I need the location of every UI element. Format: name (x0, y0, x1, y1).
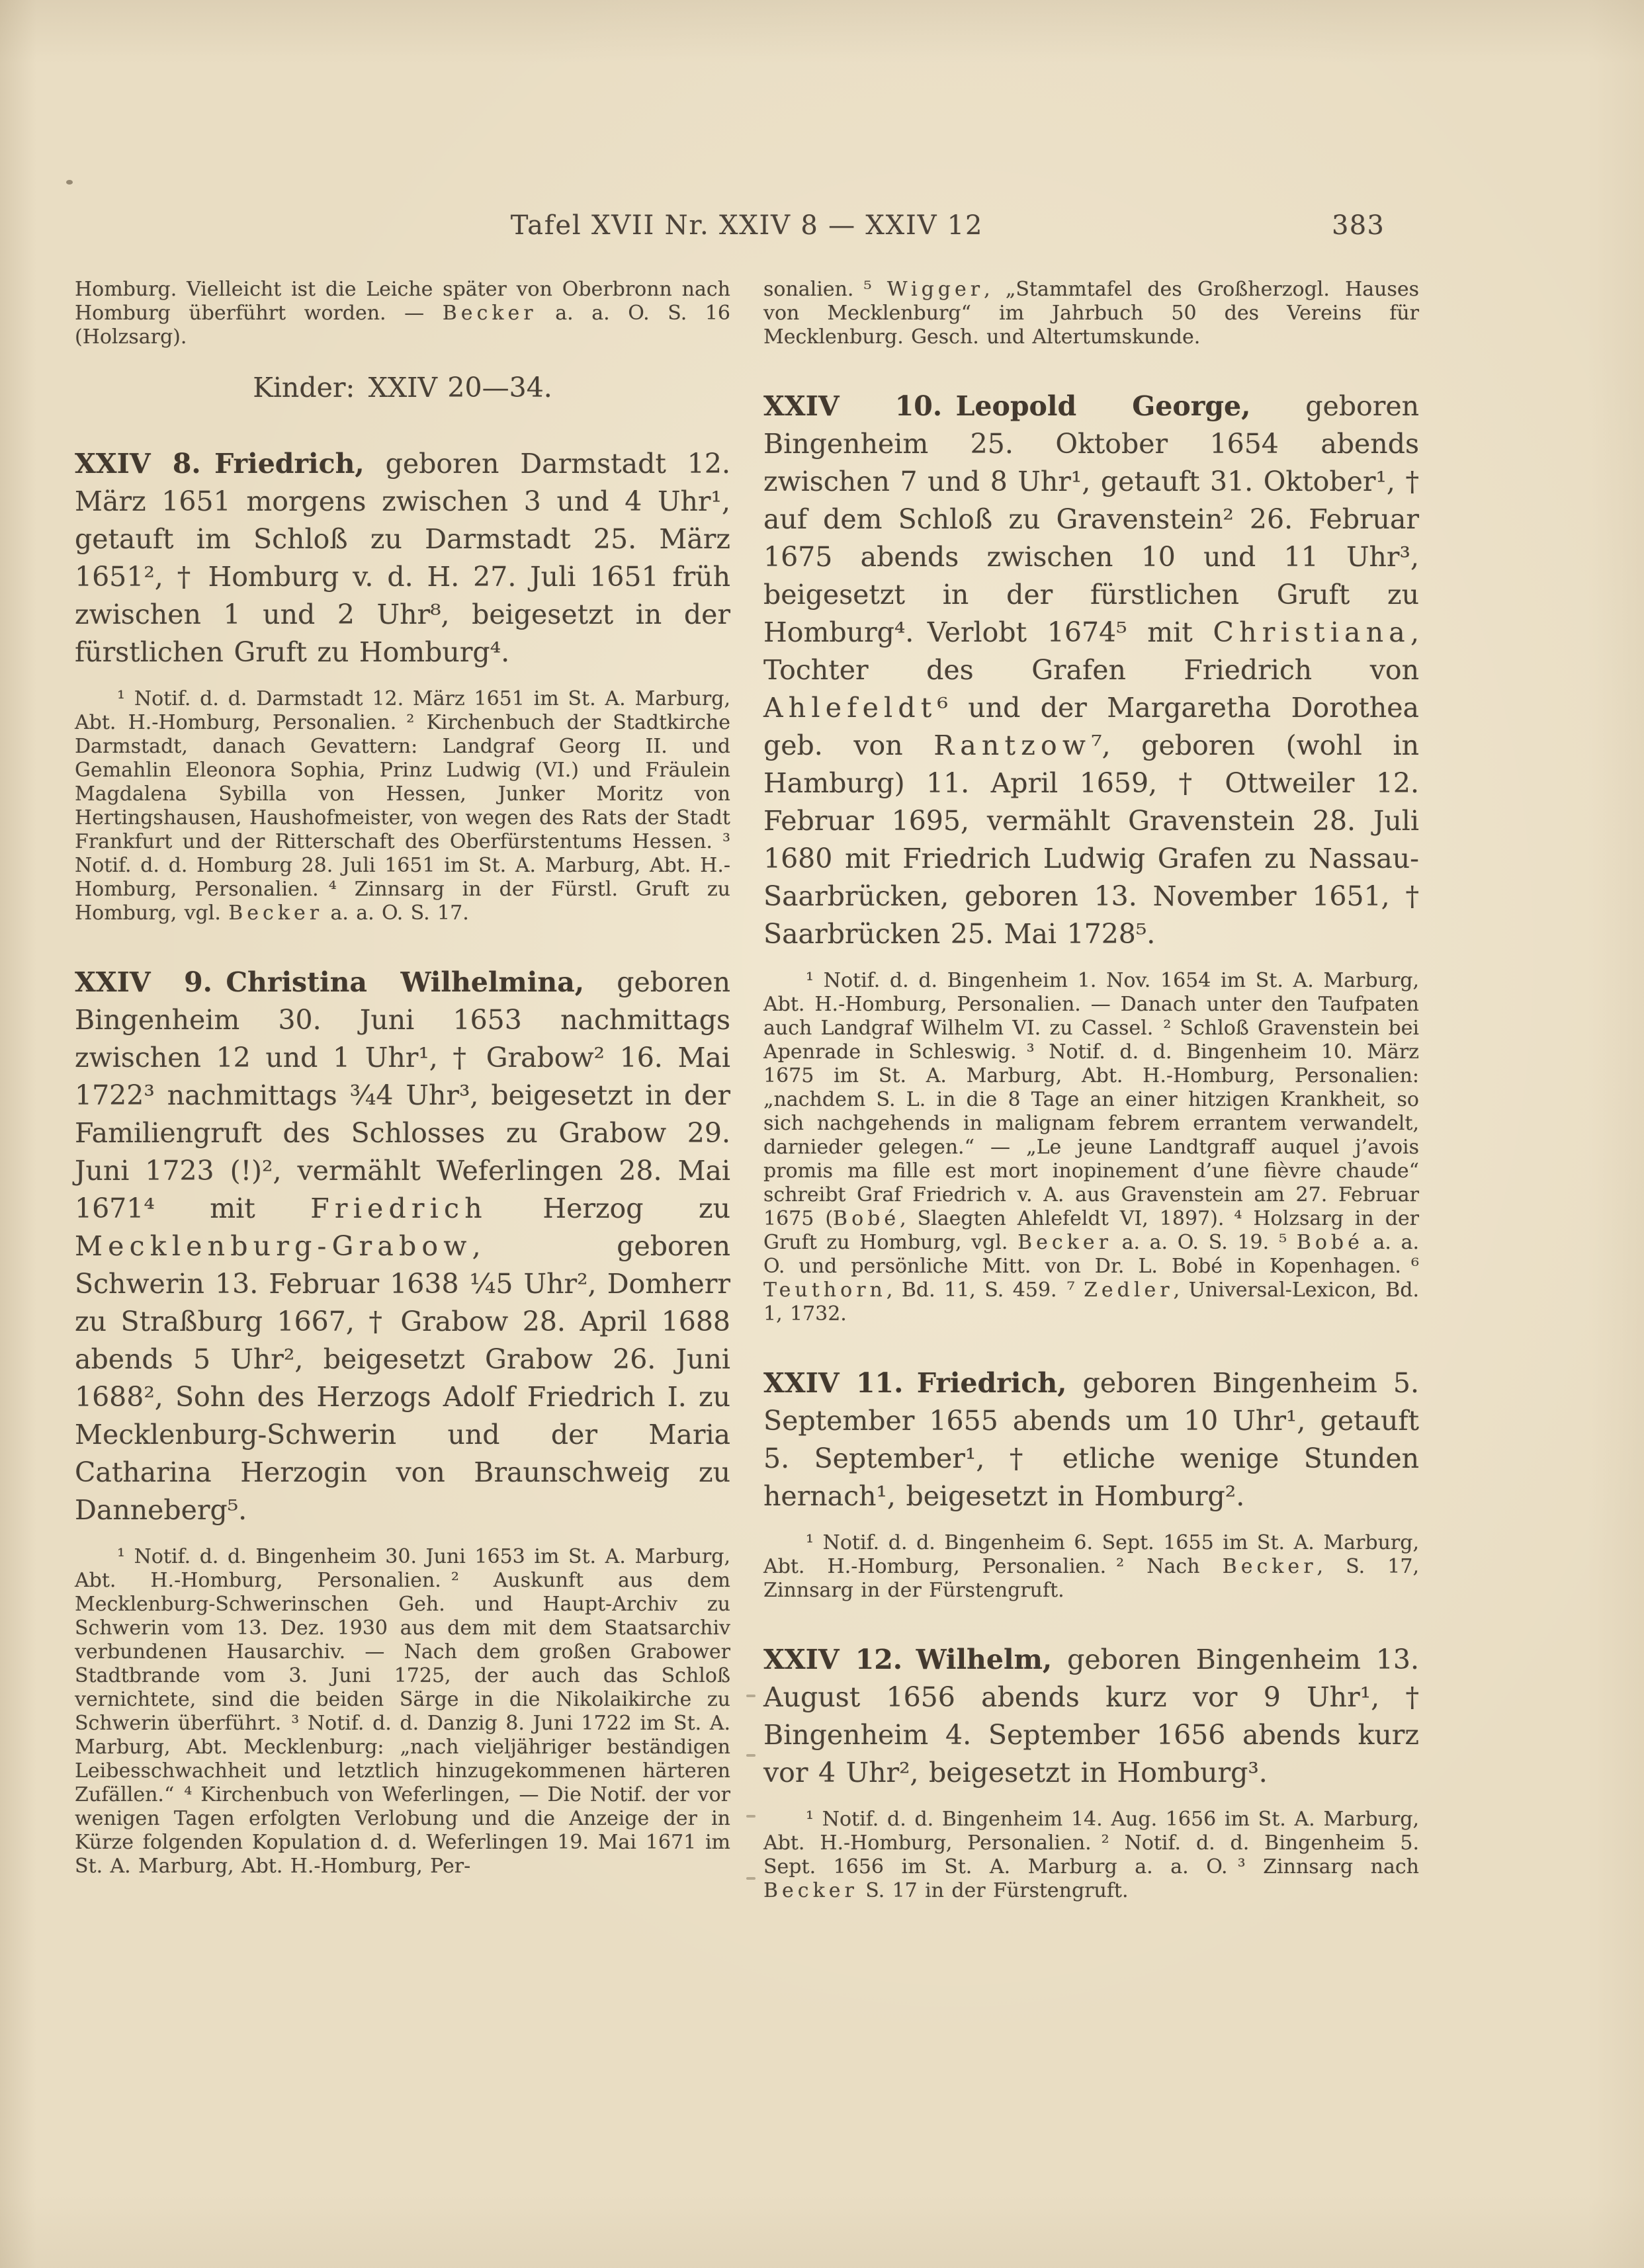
footnotes-xxiv-10 (763, 969, 1419, 1326)
ink-mark (746, 1815, 756, 1818)
text-segment: ¹ Notif. d. d. Bingenheim 14. Aug. 1656 im St. A. Marburg, Abt. H.-Homburg, Personalien. ² Notif. d. d. Bingenheim 5. Sept. 1656 im St. A. Marburg a. a. O. ³ Zinnsarg nach (763, 1808, 1419, 1878)
page-number: 383 (1332, 210, 1385, 241)
entry-xxiv-9 (75, 964, 730, 1529)
entry-xxiv-8 (75, 445, 730, 671)
text-segment: a. a. O. und persönliche Mitt. von Dr. L. Bobé in Kopenhagen. ⁶ (763, 1231, 1419, 1278)
text-segment: sonalien. ⁵ (763, 278, 887, 301)
text-segment: Ahlefeldt (763, 692, 937, 724)
text-segment: ¹ Notif. d. d. Bingenheim 1. Nov. 1654 im St. A. Marburg, Abt. H.-Homburg, Personalien. — Danach unter den Taufpaten auch Landgraf Wilhelm VI. zu Cassel. ² Schloß Gravenstein bei Apenrade in Schleswig. ³ Notif. d. d. Bingenheim 10. März 1675 im St. A. Marburg, Abt. H.-Homburg, Personalien: „nachdem S. L. in die 8 Tage an einer hitzigen Krankheit, so sich nachgehends in malignam febrem errantem verwandelt, darnieder gelegen.“ — „Le jeune Landtgraff auquel j’avois promis ma fille est mort inopinement d’une fièvre chaude“ schreibt Graf Friedrich v. A. aus Gravenstein am 27. Februar 1675 ( (763, 969, 1419, 1230)
text-segment: XXIV 9. Christina Wilhelmina, (75, 966, 585, 998)
text-segment: Mecklenburg-Grabow (75, 1230, 472, 1262)
footnotes-xxiv-12 (763, 1808, 1419, 1903)
text-segment: Zedler (1084, 1279, 1174, 1302)
text-segment: Becker (228, 902, 324, 925)
text-segment: , „Stammtafel des Großherzogl. Hauses von Mecklenburg“ im Jahrbuch 50 des Vereins für Mecklenburg. Gesch. und Altertumskunde. (763, 278, 1420, 349)
text-segment: Wigger (887, 278, 984, 301)
text-segment: S. 17 in der Fürstengruft. (857, 1879, 1129, 1902)
text-segment: a. a. O. S. 19. ⁵ (1111, 1231, 1297, 1254)
left-column (75, 278, 730, 1903)
text-segment: geboren Bingenheim 13. August 1656 abends kurz vor 9 Uhr¹, † Bingenheim 4. September 1656 abends kurz vor 4 Uhr², beigesetzt in Homburg³. (763, 1644, 1419, 1788)
text-segment: ⁶ und der Margaretha Dorothea geb. von (763, 692, 1419, 761)
text-segment: ¹ Notif. d. d. Darmstadt 12. März 1651 im St. A. Marburg, Abt. H.-Homburg, Personalien. ² Kirchenbuch der Stadtkirche Darmstadt, danach Gevattern: Landgraf Georg II. und Gemahlin Eleonora Sophia, Prinz Ludwig (VI.) und Fräulein Magdalena Sybilla von Hessen, Junker Moritz von Hertingshausen, Haushofmeister, von wegen des Rats der Stadt Frankfurt und der Ritterschaft des Oberfürstentums Hessen. ³ Notif. d. d. Homburg 28. Juli 1651 im St. A. Marburg, Abt. H.-Homburg, Personalien. ⁴ Zinnsarg in der Fürstl. Gruft zu Homburg, vgl. (75, 687, 730, 925)
ink-mark (746, 1877, 756, 1880)
text-segment: geboren Bingenheim 5. September 1655 abends um 10 Uhr¹, getauft 5. September¹, † etliche wenige Stunden hernach¹, beigesetzt in Homburg². (763, 1367, 1419, 1512)
text-segment: Bobé (833, 1207, 900, 1230)
two-column-text-area (75, 278, 1419, 1903)
text-segment: Christiana (1213, 616, 1410, 648)
text-segment: , geboren Schwerin 13. Februar 1638 ¼5 Uhr², Domherr zu Straßburg 1667, † Grabow 28. April 1688 abends 5 Uhr², beigesetzt Grabow 26. Juni 1688², Sohn des Herzogs Adolf Friedrich I. zu Mecklenburg-Schwerin und der Maria Catharina Herzogin von Braunschweig zu Danneberg⁵. (75, 1230, 730, 1526)
footnotes-xxiv-9 (75, 1545, 730, 1878)
text-segment: a. a. O. S. 17. (323, 902, 469, 925)
text-segment: XXIV 11. Friedrich, (763, 1367, 1067, 1399)
text-segment: a. a. O. S. 16 (Holzsarg). (75, 302, 730, 349)
entry-xxiv-12 (763, 1641, 1419, 1792)
text-segment: Becker (442, 302, 537, 325)
text-segment: Herzog zu (487, 1193, 730, 1224)
text-segment: Friedrich (310, 1193, 488, 1224)
kinder-reference-line (75, 369, 730, 407)
text-segment: Bobé (1296, 1231, 1363, 1254)
text-segment: Becker (763, 1879, 858, 1902)
text-segment: geboren Bingenheim 30. Juni 1653 nachmittags zwischen 12 und 1 Uhr¹, † Grabow² 16. Mai 1722³ nachmittags ¾4 Uhr³, beigesetzt in der Familiengruft des Schlosses zu Grabow 29. Juni 1723 (!)², vermählt Weferlingen 28. Mai 1671⁴ mit (75, 966, 730, 1224)
footnotes-xxiv-11 (763, 1531, 1419, 1603)
text-segment: Becker (1017, 1231, 1112, 1254)
ink-mark (746, 1754, 756, 1757)
text-segment: , Bd. 11, S. 459. ⁷ (886, 1279, 1084, 1302)
paper-speck (66, 180, 73, 185)
text-segment: ¹ Notif. d. d. Bingenheim 6. Sept. 1655 im St. A. Marburg, Abt. H.-Homburg, Personalien. ² Nach (763, 1531, 1419, 1578)
text-segment: , Tochter des Grafen Friedrich von (763, 616, 1419, 686)
text-segment: Becker (1222, 1555, 1317, 1578)
header-title: Tafel XVII Nr. XXIV 8 — XXIV 12 (510, 210, 984, 241)
text-segment: XXIV 12. Wilhelm, (763, 1644, 1053, 1675)
footnote-continuation-from-previous-page (75, 278, 730, 349)
text-segment: ⁷, geboren (wohl in Hamburg) 11. April 1659, † Ottweiler 12. Februar 1695, vermählt Gravenstein 28. Juli 1680 mit Friedrich Ludwig Grafen zu Nassau-Saarbrücken, geboren 13. November 1651, † Saarbrücken 25. Mai 1728⁵. (763, 730, 1419, 950)
entry-xxiv-10 (763, 388, 1419, 953)
text-segment: Homburg. Vielleicht ist die Leiche später von Oberbronn nach Homburg überführt worden. — (75, 278, 730, 325)
text-segment: Rantzow (933, 730, 1092, 761)
text-segment: XXIV 8. Friedrich, (75, 448, 365, 480)
text-segment: , Universal-Lexicon, Bd. 1, 1732. (763, 1279, 1419, 1325)
text-segment: XXIV 10. Leopold George, (763, 390, 1251, 422)
right-column (763, 278, 1419, 1903)
ink-mark (746, 1695, 756, 1697)
footnotes-xxiv-8 (75, 687, 730, 925)
text-segment: ¹ Notif. d. d. Bingenheim 30. Juni 1653 im St. A. Marburg, Abt. H.-Homburg, Personalien. ² Auskunft aus dem Mecklenburg-Schwerinschen Geh. und Haupt-Archiv zu Schwerin vom 13. Dez. 1930 aus dem mit dem Staatsarchiv verbundenen Hausarchiv. — Nach dem großen Grabower Stadtbrande vom 3. Juni 1725, der auch das Schloß vernichtete, sind die beiden Särge in die Nikolaikirche zu Schwerin überführt. ³ Notif. d. d. Danzig 8. Juni 1722 im St. A. Marburg, Abt. Mecklenburg: „nach vieljähriger beständigen Leibesschwachheit und letztlich hinzugekommenen härteren Zufällen.“ ⁴ Kirchenbuch von Weferlingen, — Die Notif. der vor wenigen Tagen erfolgten Verlobung und die Anzeige der in Kürze folgenden Kopulation d. d. Weferlingen 19. Mai 1671 im St. A. Marburg, Abt. H.-Homburg, Per- (75, 1545, 730, 1878)
text-segment: Teuthorn (763, 1279, 887, 1302)
text-segment: geboren Darmstadt 12. März 1651 morgens zwischen 3 und 4 Uhr¹, getauft im Schloß zu Darmstadt 25. März 1651², † Homburg v. d. H. 27. Juli 1651 früh zwischen 1 und 2 Uhr⁸, beigesetzt in der fürstlichen Gruft zu Homburg⁴. (75, 448, 730, 668)
footnote-continuation-sonalien (763, 278, 1419, 349)
text-segment: , Slaegten Ahlefeldt VI, 1897). ⁴ Holzsarg in der Gruft zu Homburg, vgl. (763, 1207, 1419, 1254)
text-segment: , S. 17, Zinnsarg in der Fürstengruft. (763, 1555, 1419, 1602)
entry-xxiv-11 (763, 1365, 1419, 1515)
running-header (75, 210, 1419, 250)
text-segment: geboren Bingenheim 25. Oktober 1654 abends zwischen 7 und 8 Uhr¹, getauft 31. Oktober¹, † auf dem Schloß zu Gravenstein² 26. Februar 1675 abends zwischen 10 und 11 Uhr³, beigesetzt in der fürstlichen Gruft zu Homburg⁴. Verlobt 1674⁵ mit (763, 390, 1419, 648)
text-segment: Kinder: XXIV 20—34. (253, 372, 552, 403)
